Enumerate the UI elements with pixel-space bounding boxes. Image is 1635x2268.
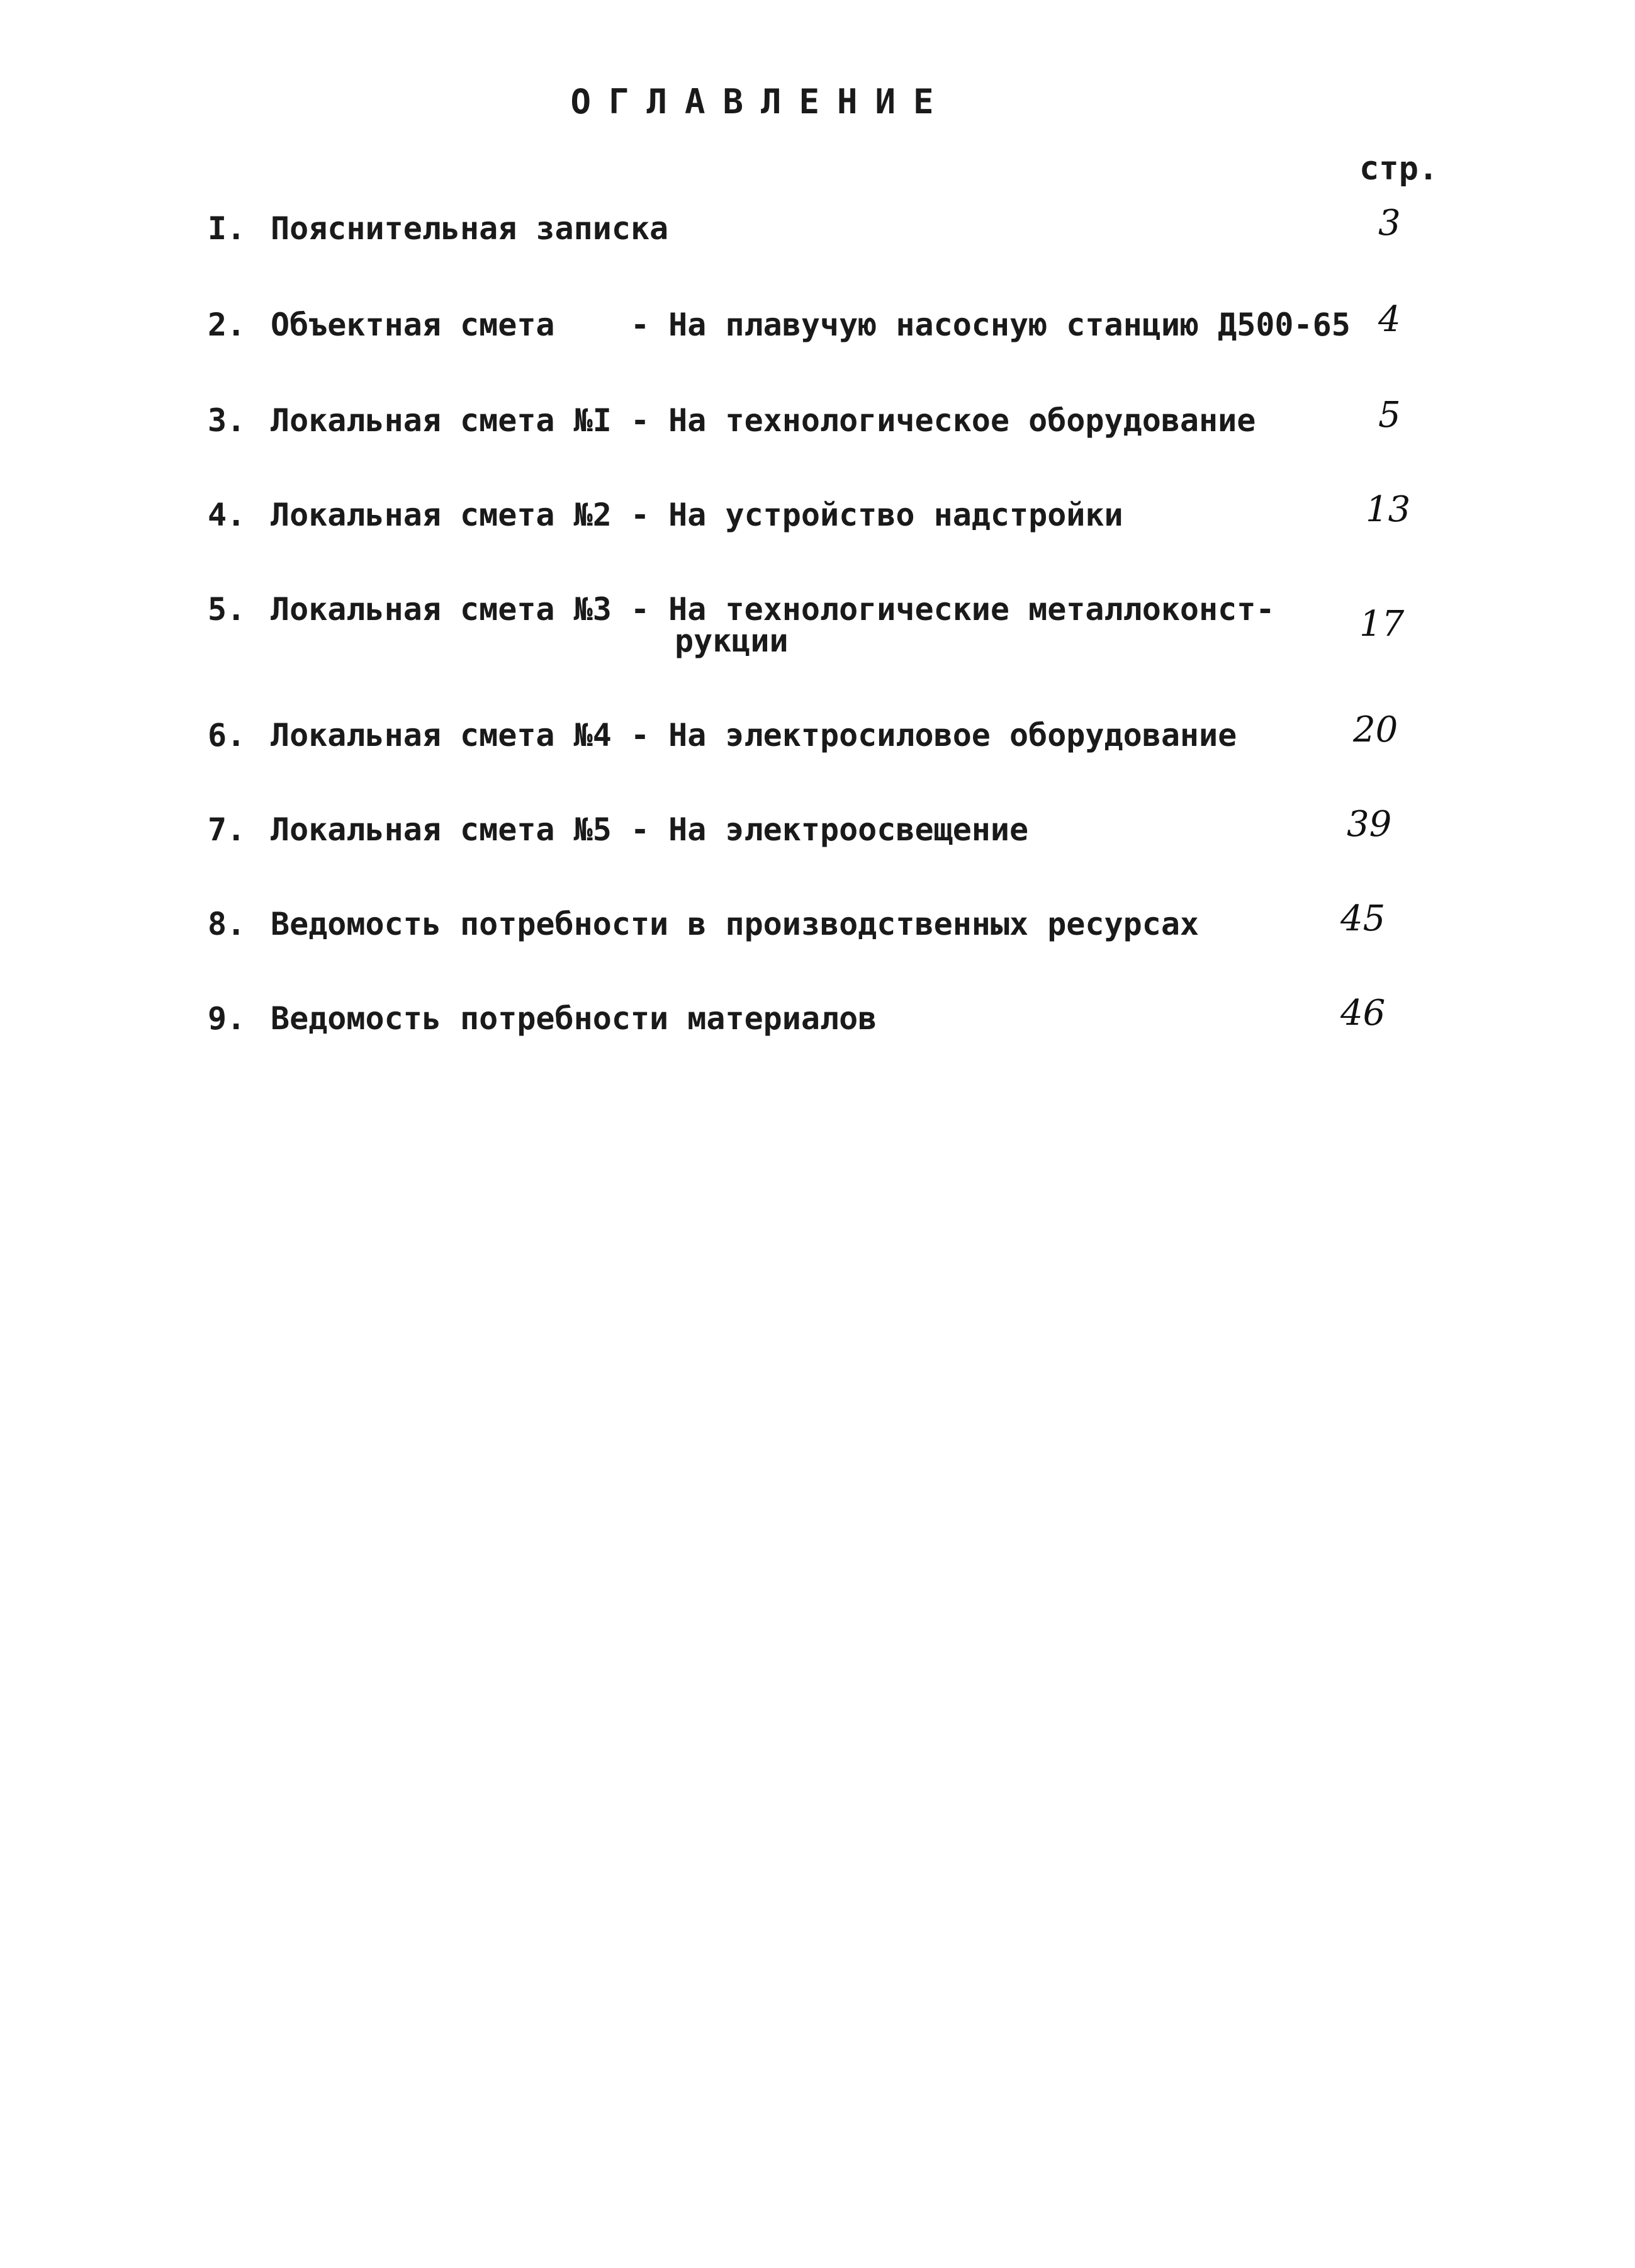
toc-entry-number: 7. [208,811,246,848]
toc-entry [208,709,1403,793]
toc-entry-label: Объектная смета - На плавучую насосную станцию Д500-65 [271,307,1351,343]
toc-entry-label: Ведомость потребности в производственных ресурсах [271,906,1200,942]
toc-entry-page: 5 [1378,395,1401,436]
toc-entry [208,993,1403,1076]
toc-entry-label: Локальная смета №5 - На электроосвещение [271,811,1029,848]
toc-entry [208,395,1403,478]
toc-entry-label: Локальная смета №4 - На электросиловое оборудование [271,717,1237,753]
toc-entry-label: Локальная смета №I - На технологическое оборудование [271,402,1256,439]
toc-entry [208,898,1403,982]
toc-entry-number: 6. [208,717,246,753]
toc-entry-page: 13 [1366,489,1411,530]
toc-entry [208,203,1403,286]
toc-entry [208,489,1411,573]
toc-entry-label-continuation: рукции [675,623,789,659]
toc-entry-page: 39 [1347,804,1392,845]
toc-entry-number: 4. [208,497,246,533]
toc-entry-number: 5. [208,591,246,628]
toc-entry-page: 46 [1340,993,1386,1034]
toc-entry [208,804,1403,888]
toc-entry [208,592,1403,667]
toc-entry-page: 3 [1378,203,1401,244]
toc-entry-label: Локальная смета №3 - На технологические металлоконст- [271,591,1275,628]
toc-entry-page: 4 [1378,299,1401,340]
toc-entry-label: Ведомость потребности материалов [271,1000,877,1037]
toc-entry-number: 8. [208,906,246,942]
toc-entry-page: 20 [1353,709,1398,750]
page-column-header: стр. [1359,150,1439,188]
page-title: ОГЛАВЛЕНИЕ [570,82,952,121]
toc-entry-label: Пояснительная записка [271,210,669,247]
toc-entry-label: Локальная смета №2 - На устройство надстройки [271,497,1123,533]
toc-entry [208,299,1403,383]
toc-entry-number: 2. [208,307,246,343]
toc-entry-page: 17 [1359,604,1405,645]
toc-entry-page: 45 [1340,898,1386,939]
toc-entry-number: 3. [208,402,246,439]
toc-entry-number: I. [208,210,246,247]
toc-entry-number: 9. [208,1000,246,1037]
